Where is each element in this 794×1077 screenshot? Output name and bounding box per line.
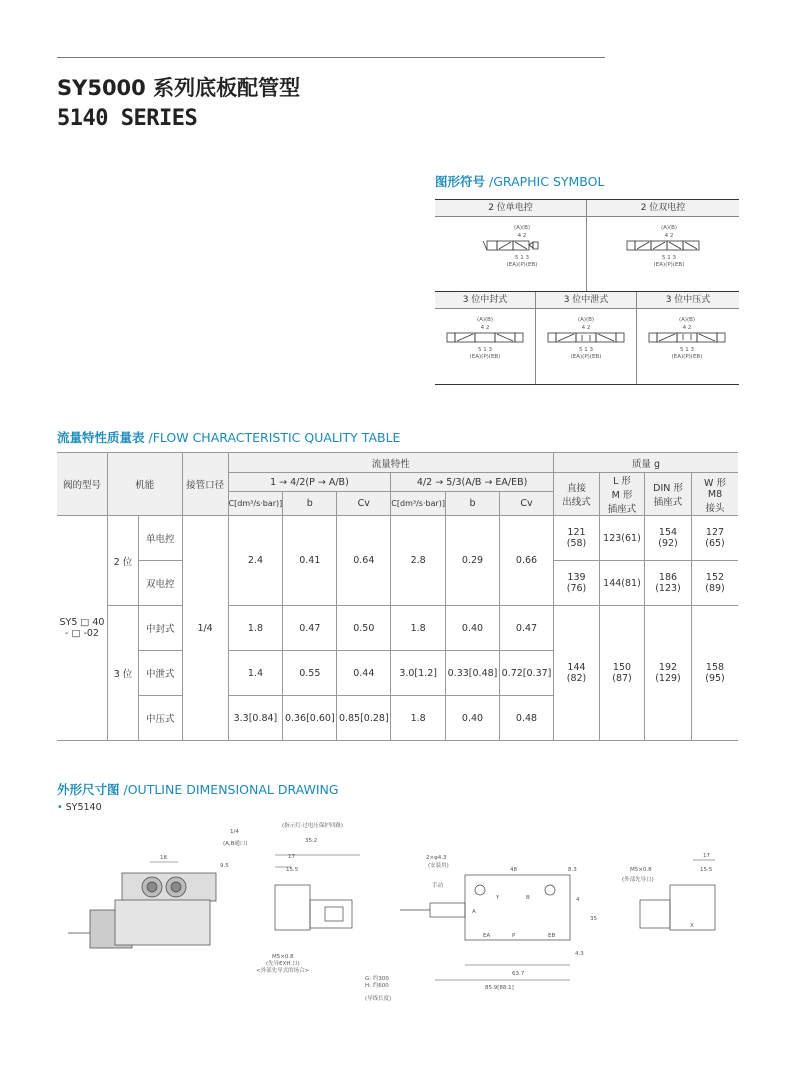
svg-text:Y: Y xyxy=(496,895,500,901)
table-row: 中泄式 1.4 0.55 0.44 3.0[1.2] 0.33[0.48] 0.72[0.37] xyxy=(57,651,738,696)
svg-text:5 1 3: 5 1 3 xyxy=(579,347,593,353)
svg-text:63.7: 63.7 xyxy=(512,971,525,977)
col-mass-w: W 形 M8 接头 xyxy=(692,473,739,516)
table-row: 中压式 3.3[0.84] 0.36[0.60] 0.85[0.28] 1.8 0.40 0.48 xyxy=(57,696,738,741)
model-bullet: • SY5140 xyxy=(57,802,102,813)
svg-text:85.9[88.1]: 85.9[88.1] xyxy=(485,985,514,991)
svg-text:8.3: 8.3 xyxy=(568,867,577,873)
col-function: 机能 xyxy=(108,453,183,516)
svg-text:(EA)(P)(EB): (EA)(P)(EB) xyxy=(671,354,703,360)
svg-text:(先导EXH.口): (先导EXH.口) xyxy=(266,961,300,967)
svg-text:(指示灯·过电压保护回路): (指示灯·过电压保护回路) xyxy=(282,823,344,829)
svg-text:<外部先导式的场合>: <外部先导式的场合> xyxy=(256,968,310,974)
svg-text:17: 17 xyxy=(703,853,710,859)
symbol-closed-center: 3 位中封式 (A)(B) 4 2 5 1 3 (EA)(P)(EB) xyxy=(435,292,536,384)
svg-text:15.5: 15.5 xyxy=(286,867,299,873)
col-flow-b: 4/2 → 5/3(A/B → EA/EB) xyxy=(391,473,554,492)
front-view-icon xyxy=(400,875,570,980)
symbol-double-solenoid: 2 位双电控 (A)(B) 4 2 5 1 3 (EA)(P)(EB) xyxy=(587,200,739,291)
svg-text:EB: EB xyxy=(548,933,556,939)
svg-text:(EA)(P)(EB): (EA)(P)(EB) xyxy=(570,354,602,360)
model-cell: SY5 □ 40 - □ -02 xyxy=(57,516,108,741)
svg-text:A: A xyxy=(472,909,476,915)
col-flow: 流量特性 xyxy=(228,453,553,473)
svg-text:(EA)(P)(EB): (EA)(P)(EB) xyxy=(469,354,501,360)
svg-text:(EA)(P)(EB): (EA)(P)(EB) xyxy=(506,262,538,268)
svg-text:4 2: 4 2 xyxy=(682,325,692,331)
table-row: 双电控 139 (76) 144(81) 186 (123) 152 (89) xyxy=(57,561,738,606)
svg-text:48: 48 xyxy=(510,867,517,873)
outline-drawing xyxy=(60,815,750,1015)
svg-text:(A)(B): (A)(B) xyxy=(513,225,531,231)
svg-text:G: 约300: G: 约300 xyxy=(365,976,389,982)
valve-symbol-icon xyxy=(637,309,739,384)
col-port: 接管口径 xyxy=(182,453,228,516)
col-mass-lm: L 形 M 形 插座式 xyxy=(600,473,645,516)
svg-text:(A)(B): (A)(B) xyxy=(476,317,494,323)
svg-text:M5×0.8: M5×0.8 xyxy=(272,954,294,960)
svg-text:(安装用): (安装用) xyxy=(428,863,449,869)
svg-text:M5×0.8: M5×0.8 xyxy=(630,867,652,873)
svg-text:4 2: 4 2 xyxy=(664,233,674,239)
table-row: SY5 □ 40 - □ -02 2 位 单电控 1/4 2.4 0.41 0.64 2.8 0.29 0.66 121 (58) 123(61) 154 (92) 127 (65) xyxy=(57,516,738,561)
svg-text:5 1 3: 5 1 3 xyxy=(515,255,529,261)
svg-text:15.5: 15.5 xyxy=(700,867,713,873)
svg-text:EA: EA xyxy=(483,933,491,939)
svg-text:X: X xyxy=(690,923,694,929)
svg-text:1/4: 1/4 xyxy=(230,829,239,835)
table-row: 3 位 中封式 1.8 0.47 0.50 1.8 0.40 0.47 144 (82) 150 (87) 192 (129) 158 (95) xyxy=(57,606,738,651)
col-mass-din: DIN 形 插座式 xyxy=(645,473,692,516)
svg-text:17: 17 xyxy=(288,854,295,860)
col-model: 阀的型号 xyxy=(57,453,108,516)
svg-text:4: 4 xyxy=(576,897,580,903)
svg-text:2×φ4.3: 2×φ4.3 xyxy=(426,855,447,861)
symbol-single-solenoid: 2 位单电控 (A)(B) 4 2 5 1 3 (EA)(P)(EB) xyxy=(435,200,587,291)
svg-text:35.2: 35.2 xyxy=(305,838,318,844)
svg-text:H: 约600: H: 约600 xyxy=(365,983,389,989)
svg-text:手动: 手动 xyxy=(432,883,444,889)
symbol-pressure-center: 3 位中压式 (A)(B) 4 2 5 1 3 (EA)(P)(EB) xyxy=(637,292,739,384)
col-mass-direct: 直接 出线式 xyxy=(554,473,600,516)
svg-text:P: P xyxy=(512,933,516,939)
isometric-view-icon xyxy=(68,873,216,948)
page-title-en: 5140 SERIES xyxy=(57,106,198,131)
outline-title: 外形尺寸图 /OUTLINE DIMENSIONAL DRAWING xyxy=(57,782,339,797)
valve-symbol-icon xyxy=(536,309,637,384)
graphic-symbol-title: 图形符号 /GRAPHIC SYMBOL xyxy=(435,174,605,189)
col-mass: 质量 g xyxy=(554,453,739,473)
svg-text:(A)(B): (A)(B) xyxy=(660,225,678,231)
svg-text:4 2: 4 2 xyxy=(517,233,527,239)
svg-text:9.5: 9.5 xyxy=(220,863,229,869)
svg-text:4 2: 4 2 xyxy=(581,325,591,331)
svg-text:(A)(B): (A)(B) xyxy=(577,317,595,323)
valve-symbol-icon xyxy=(587,217,739,291)
top-rule xyxy=(57,57,605,58)
svg-text:4.3: 4.3 xyxy=(575,951,584,957)
svg-text:(外部先导口): (外部先导口) xyxy=(622,877,654,883)
svg-text:(EA)(P)(EB): (EA)(P)(EB) xyxy=(653,262,685,268)
valve-symbol-icon xyxy=(435,309,536,384)
svg-text:4 2: 4 2 xyxy=(480,325,490,331)
graphic-symbol-table xyxy=(435,199,739,385)
svg-text:(导线长度): (导线长度) xyxy=(365,996,392,1002)
svg-text:18: 18 xyxy=(160,855,167,861)
flow-characteristic-table: 阀的型号 机能 接管口径 流量特性 质量 g 1 → 4/2(P → A/B) 4/2 → 5/3(A/B → EA/EB) 直接 出线式 L 形 M 形 插座式 DIN 形 插座式 W 形 M8 接头 C[dm³/s·bar)] b Cv C[dm³/s·bar)] b Cv SY5 □ 40 - □ -02 2 位 单电控 1/4 2.4 0.41 0.64 2.8 0.29 0.66 121 (58) 123(61) 154 (92) 127 (65) 双电控 139 (76) 144(81) 186 (123) 152 (89) 3 位 中封式 1.8 0.47 0.50 1.8 0.40 0.47 144 (82) 150 (87) 192 (129) 158 (95) 中泄式 1.4 0.55 0.44 3.0[1.2] 0.33[0.48] 0.72[0.37] 中压式 3.3[0.84] 0.36[0.60] 0.85[0.28] 1.8 0.40 0.48 xyxy=(57,452,738,741)
svg-text:(A)(B): (A)(B) xyxy=(678,317,696,323)
symbol-exhaust-center: 3 位中泄式 (A)(B) 4 2 5 1 3 (EA)(P)(EB) xyxy=(536,292,637,384)
svg-text:35: 35 xyxy=(590,916,597,922)
page-title-cn: SY5000 系列底板配管型 xyxy=(57,76,301,100)
svg-text:5 1 3: 5 1 3 xyxy=(478,347,492,353)
svg-text:B: B xyxy=(526,895,530,901)
flow-table-title: 流量特性质量表 /FLOW CHARACTERISTIC QUALITY TABLE xyxy=(57,430,401,445)
svg-text:(A,B通口): (A,B通口) xyxy=(223,841,248,847)
svg-text:5 1 3: 5 1 3 xyxy=(662,255,676,261)
valve-symbol-icon xyxy=(435,217,587,291)
svg-text:5 1 3: 5 1 3 xyxy=(680,347,694,353)
col-flow-a: 1 → 4/2(P → A/B) xyxy=(228,473,391,492)
